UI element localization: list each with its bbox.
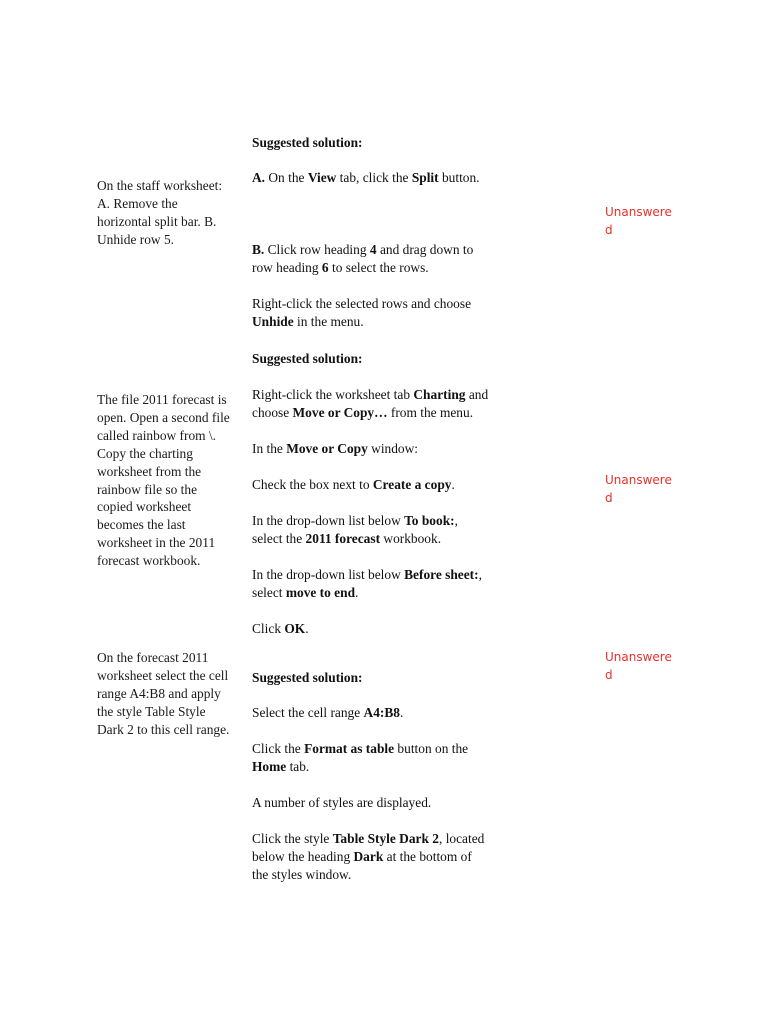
solution-line — [252, 440, 418, 458]
text-run: Select the cell range — [252, 705, 364, 720]
bold-term: OK — [284, 621, 306, 636]
text-run: window: — [367, 441, 419, 456]
solution-line — [252, 512, 458, 530]
bold-term: Move or Copy… — [292, 405, 388, 420]
bold-term: Suggested solution: — [252, 670, 363, 685]
text-run: workbook. — [380, 531, 442, 546]
bold-term: B. — [252, 242, 265, 257]
question-text: On the forecast 2011 worksheet select the cell range A4:B8 and apply the style Table Style Dark 2 to this cell range. — [97, 650, 230, 737]
solution-line — [252, 241, 473, 259]
text-run: tab, click the — [336, 170, 412, 185]
bold-term: Home — [252, 759, 287, 774]
solution-line — [252, 740, 468, 758]
text-run: Right-click the worksheet tab — [252, 387, 414, 402]
text-run: at the bottom of — [383, 849, 472, 864]
solution-line — [252, 169, 480, 187]
text-run: . — [355, 585, 359, 600]
bold-term: Dark — [353, 849, 384, 864]
text-run: select — [252, 585, 286, 600]
solution-heading — [252, 350, 363, 368]
text-run: A number of styles are displayed. — [252, 795, 432, 810]
bold-term: Suggested solution: — [252, 351, 363, 366]
solution-line — [252, 313, 364, 331]
text-run: from the menu. — [387, 405, 474, 420]
text-run: select the — [252, 531, 306, 546]
text-run: button. — [438, 170, 480, 185]
solution-line — [252, 704, 403, 722]
text-run: . — [451, 477, 455, 492]
bold-term: Before sheet: — [404, 567, 479, 582]
bold-term: A. — [252, 170, 266, 185]
text-run: Check the box next to — [252, 477, 373, 492]
text-run: On the — [265, 170, 308, 185]
question-text: On the staff worksheet: A. Remove the horizontal split bar. B. Unhide row 5. — [97, 178, 223, 247]
text-run: , located — [439, 831, 485, 846]
text-run: the styles window. — [252, 867, 352, 882]
bold-term: 6 — [321, 260, 329, 275]
bold-term: A4:B8 — [363, 705, 400, 720]
text-run: choose — [252, 405, 293, 420]
text-run: tab. — [286, 759, 310, 774]
solution-line — [252, 530, 441, 548]
text-run: , — [478, 567, 482, 582]
text-run: Click the style — [252, 831, 333, 846]
solution-line — [252, 386, 488, 404]
bold-term: Charting — [413, 387, 466, 402]
solution-heading — [252, 134, 363, 152]
text-run: and drag down to — [376, 242, 474, 257]
text-run: below the heading — [252, 849, 354, 864]
solution-line — [252, 584, 358, 602]
bold-term: Create a copy — [372, 477, 452, 492]
text-run: . — [305, 621, 309, 636]
solution-line — [252, 566, 482, 584]
question-text: The file 2011 forecast is open. Open a second file called rainbow from \. Copy the charting worksheet from the rainbow file so the copied worksheet becomes the last worksheet in the 2011 forecast workbook. — [97, 392, 230, 569]
solution-heading — [252, 669, 363, 687]
bold-term: View — [307, 170, 337, 185]
solution-line — [252, 295, 471, 313]
text-run: Click — [252, 621, 285, 636]
bold-term: To book: — [404, 513, 455, 528]
bold-term: Move or Copy — [286, 441, 368, 456]
solution-line — [252, 404, 473, 422]
status-badge: Unanswered — [605, 473, 672, 505]
solution-line — [252, 620, 309, 638]
status-badge: Unanswered — [605, 205, 672, 237]
bold-term: Table Style Dark 2 — [332, 831, 439, 846]
solution-line — [252, 848, 472, 866]
text-run: . — [400, 705, 404, 720]
text-run: row heading — [252, 260, 322, 275]
text-run: In the drop-down list below — [252, 567, 405, 582]
text-run: In the — [252, 441, 287, 456]
text-run: Click row heading — [264, 242, 370, 257]
text-run: and — [465, 387, 489, 402]
text-run: to select the rows. — [328, 260, 429, 275]
solution-line — [252, 866, 351, 884]
bold-term: Suggested solution: — [252, 135, 363, 150]
bold-term: Split — [411, 170, 439, 185]
bold-term: move to end — [285, 585, 356, 600]
bold-term: 4 — [369, 242, 377, 257]
solution-line — [252, 758, 309, 776]
text-run: Click the — [252, 741, 305, 756]
text-run: Right-click the selected rows and choose — [252, 296, 472, 311]
text-run: in the menu. — [293, 314, 364, 329]
bold-term: Format as table — [304, 741, 395, 756]
bold-term: 2011 forecast — [305, 531, 381, 546]
solution-line — [252, 830, 484, 848]
status-badge: Unanswered — [605, 650, 672, 682]
solution-line — [252, 794, 431, 812]
text-run: , — [454, 513, 458, 528]
solution-line — [252, 259, 429, 277]
text-run: button on the — [394, 741, 469, 756]
bold-term: Unhide — [252, 314, 294, 329]
solution-line — [252, 476, 455, 494]
text-run: In the drop-down list below — [252, 513, 405, 528]
